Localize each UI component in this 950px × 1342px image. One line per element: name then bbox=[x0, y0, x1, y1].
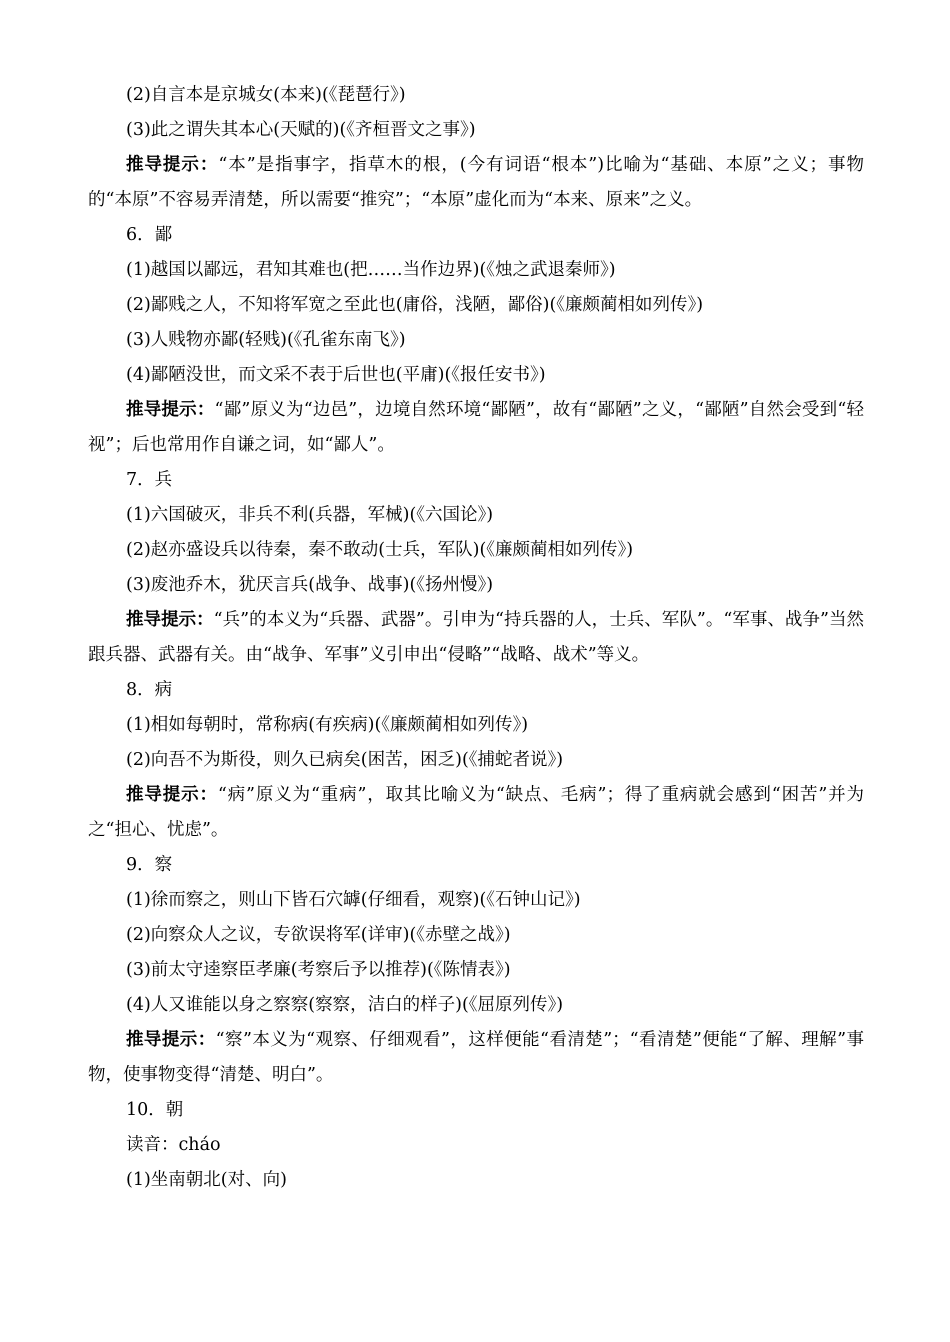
derivation-hint bbox=[88, 393, 864, 463]
hint-label: 推导提示： bbox=[126, 1030, 216, 1050]
hint-text: “本”是指事字，指草木的根，(今有词语“根本”)比喻为“基础、本原”之义；事物的“本原”不容易弄清楚，所以需要“推究”；“本原”虚化而为“本来、原来”之义。 bbox=[88, 155, 864, 210]
hint-text: “病”原义为“重病”，取其比喻义为“缺点、毛病”；得了重病就会感到“困苦”并为之“担心、忧虑”。 bbox=[88, 785, 864, 840]
hint-label: 推导提示： bbox=[126, 400, 215, 420]
derivation-hint bbox=[88, 603, 864, 673]
example-line: (3)此之谓失其本心(天赋的)(《齐桓晋文之事》) bbox=[126, 120, 476, 140]
hint-text: “察”本义为“观察、仔细观看”，这样便能“看清楚”；“看清楚”便能“了解、理解”事物，使事物变得“清楚、明白”。 bbox=[88, 1030, 864, 1085]
document-page bbox=[88, 78, 864, 1198]
example-line: (3)废池乔木，犹厌言兵(战争、战事)(《扬州慢》) bbox=[126, 575, 494, 595]
example-line: (3)前太守逵察臣孝廉(考察后予以推荐)(《陈情表》) bbox=[126, 960, 511, 980]
example-line: (4)鄙陋没世，而文采不表于后世也(平庸)(《报任安书》) bbox=[126, 365, 546, 385]
entry-heading: 6．鄙 bbox=[126, 225, 173, 245]
derivation-hint bbox=[88, 148, 864, 218]
example-line: (2)鄙贱之人，不知将军宽之至此也(庸俗，浅陋，鄙俗)(《廉颇蔺相如列传》) bbox=[126, 295, 704, 315]
entry-heading: 9．察 bbox=[126, 855, 173, 875]
pronunciation-line: 读音：cháo bbox=[126, 1135, 221, 1155]
entry-heading: 8．病 bbox=[126, 680, 173, 700]
example-line: (1)越国以鄙远，君知其难也(把……当作边界)(《烛之武退秦师》) bbox=[126, 260, 616, 280]
example-line: (2)赵亦盛设兵以待秦，秦不敢动(士兵，军队)(《廉颇蔺相如列传》) bbox=[126, 540, 634, 560]
example-line: (1)坐南朝北(对、向) bbox=[126, 1170, 287, 1190]
derivation-hint bbox=[88, 778, 864, 848]
derivation-hint bbox=[88, 1023, 864, 1093]
entry-heading: 7．兵 bbox=[126, 470, 173, 490]
example-line: (1)六国破灭，非兵不利(兵器，军械)(《六国论》) bbox=[126, 505, 494, 525]
hint-text: “鄙”原义为“边邑”，边境自然环境“鄙陋”，故有“鄙陋”之义，“鄙陋”自然会受到“轻视”；后也常用作自谦之词，如“鄙人”。 bbox=[88, 400, 864, 455]
hint-label: 推导提示： bbox=[126, 785, 218, 805]
example-line: (4)人又谁能以身之察察(察察，洁白的样子)(《屈原列传》) bbox=[126, 995, 564, 1015]
hint-label: 推导提示： bbox=[126, 610, 214, 630]
hint-label: 推导提示： bbox=[126, 155, 219, 175]
example-line: (2)向察众人之议，专欲误将军(详审)(《赤壁之战》) bbox=[126, 925, 511, 945]
entry-heading: 10．朝 bbox=[126, 1100, 184, 1120]
example-line: (3)人贱物亦鄙(轻贱)(《孔雀东南飞》) bbox=[126, 330, 406, 350]
example-line: (1)相如每朝时，常称病(有疾病)(《廉颇蔺相如列传》) bbox=[126, 715, 529, 735]
hint-text: “兵”的本义为“兵器、武器”。引申为“持兵器的人，士兵、军队”。“军事、战争”当然跟兵器、武器有关。由“战争、军事”义引申出“侵略”“战略、战术”等义。 bbox=[88, 610, 865, 665]
example-line: (2)自言本是京城女(本来)(《琵琶行》) bbox=[126, 85, 406, 105]
example-line: (1)徐而察之，则山下皆石穴罅(仔细看，观察)(《石钟山记》) bbox=[126, 890, 581, 910]
example-line: (2)向吾不为斯役，则久已病矣(困苦，困乏)(《捕蛇者说》) bbox=[126, 750, 564, 770]
